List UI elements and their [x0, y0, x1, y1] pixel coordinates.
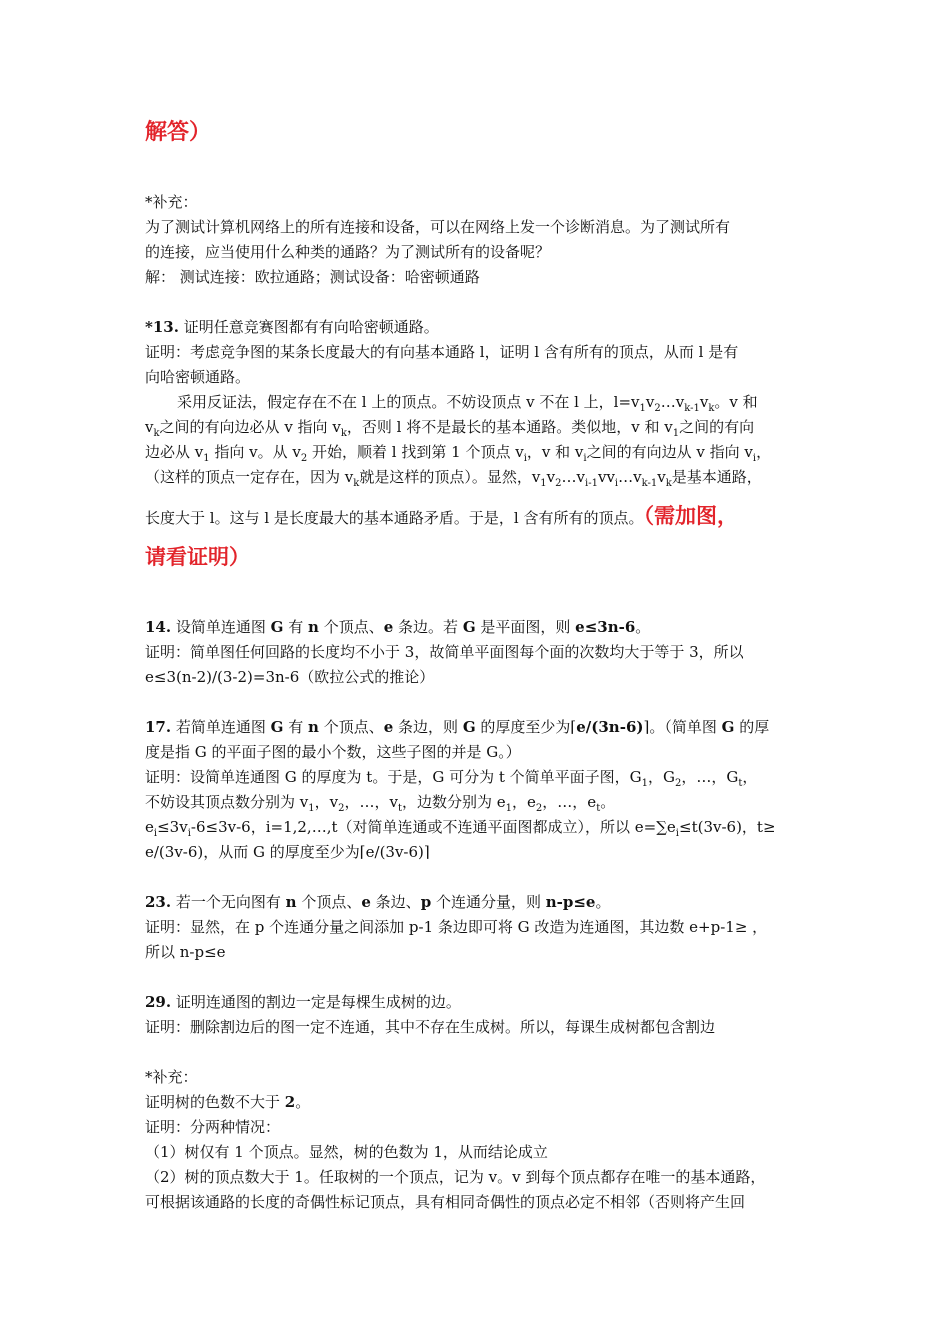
proof-line: 边必从 $v_1$ 指向 v。从 $v_2$ 开始，顺着 l 找到第 1 个顶点 $v_i$，v 和 $v_i$之间的有向边从 v 指向 $v_i$，: [145, 443, 772, 464]
proof-line: 证明：考虑竞争图的某条长度最大的有向基本通路 l，证明 l 含有所有的顶点，从而 l 是有: [145, 343, 739, 361]
proof-line: $v_k$之间的有向边必从 v 指向 $v_k$，否则 l 将不是最长的基本通路。类似地，v 和 $v_1$之间的有向: [145, 418, 755, 439]
supplement-question-line: 为了测试计算机网络上的所有连接和设备，可以在网络上发一个诊断消息。为了测试所有: [145, 218, 731, 236]
proof-line: 证明：删除割边后的图一定不连通，其中不存在生成树。所以，每课生成树都包含割边: [145, 1018, 716, 1036]
proof-line: 证明：设简单连通图 G 的厚度为 t。于是，G 可分为 t 个简单平面子图，$G_1$，$G_2$，…，$G_t$，: [145, 768, 758, 789]
section-header-red: 解答）: [145, 120, 212, 145]
proof-line: （1）树仅有 1 个顶点。显然，树的色数为 1，从而结论成立: [145, 1143, 548, 1161]
proof-line: 采用反证法，假定存在不在 l 上的顶点。不妨设顶点 v 不在 l 上，$l=v_1v_2\dots v_{k-1}v_k$。v 和: [177, 393, 758, 414]
supplement-answer: 解： 测试连接：欧拉通路；测试设备：哈密顿通路: [145, 268, 480, 286]
supplement-question-line: 的连接，应当使用什么种类的通路？为了测试所有的设备呢？: [145, 243, 551, 261]
problem-29-heading: 29. 证明连通图的割边一定是每棵生成树的边。: [145, 993, 461, 1011]
proof-line: 长度大于 l。这与 l 是长度最大的基本通路矛盾。于是，l 含有所有的顶点。（需加图，: [145, 504, 738, 528]
proof-line: e/(3v-6)，从而 G 的厚度至少为⌈e/(3v-6)⌉: [145, 843, 430, 861]
supplement-label: *补充：: [145, 193, 198, 211]
proof-line: 所以 n-p≤e: [145, 943, 226, 961]
problem-number: *13.: [145, 318, 179, 336]
proof-line: （2）树的顶点数大于 1。任取树的一个顶点，记为 v。v 到每个顶点都存在唯一的基本通路，: [145, 1168, 766, 1186]
proof-line: 证明：显然，在 p 个连通分量之间添加 p-1 条边即可将 G 改造为连通图，其边数 e+p-1≥ ，: [145, 918, 768, 936]
proof-line: 证明：分两种情况：: [145, 1118, 281, 1136]
problem-17-heading: 17. 若简单连通图 G 有 n 个顶点、e 条边，则 G 的厚度至少为⌈e/(3n-6)⌉。（简单图 G 的厚: [145, 718, 770, 736]
proof-line: 证明：简单图任何回路的长度均不小于 3，故简单平面图每个面的次数均大于等于 3，所以: [145, 643, 744, 661]
problem-23-heading: 23. 若一个无向图有 n 个顶点、e 条边、p 个连通分量，则 n-p≤e。: [145, 893, 611, 911]
red-note: （需加图，: [643, 504, 738, 528]
proof-line: e≤3(n-2)/(3-2)=3n-6（欧拉公式的推论）: [145, 668, 435, 686]
supplement-label: *补充：: [145, 1068, 198, 1086]
problem-line: 度是指 G 的平面子图的最小个数，这些子图的并是 G。）: [145, 743, 521, 761]
proof-line: 可根据该通路的长度的奇偶性标记顶点，具有相同奇偶性的顶点必定不相邻（否则将产生回: [145, 1193, 746, 1211]
problem-13-heading: [145, 317, 810, 337]
red-note: 请看证明）: [145, 545, 250, 569]
problem-title: 证明任意竞赛图都有有向哈密顿通路。: [183, 318, 439, 336]
problem-14-heading: 14. 设简单连通图 G 有 n 个顶点、e 条边。若 G 是平面图，则 e≤3n-6。: [145, 618, 651, 636]
proof-line: $e_i\le 3v_i-6\le 3v-6$，i=1,2,…,t（对简单连通或不连通平面图都成立），所以 $e=\sum e_i\le t(3v-6)$，t≥: [145, 818, 776, 839]
proof-line: 不妨设其顶点数分别为 $v_1$，$v_2$，…，$v_t$，边数分别为 $e_1$，$e_2$，…，$e_t$。: [145, 793, 616, 814]
proof-line: 向哈密顿通路。: [145, 368, 251, 386]
proof-line: （这样的顶点一定存在，因为 $v_k$就是这样的顶点）。显然，$v_1v_2\dots v_{i-1}vv_i\dots v_{k-1}v_k$是基本通路，: [145, 468, 762, 489]
supplement-title: 证明树的色数不大于 2。: [145, 1093, 311, 1111]
